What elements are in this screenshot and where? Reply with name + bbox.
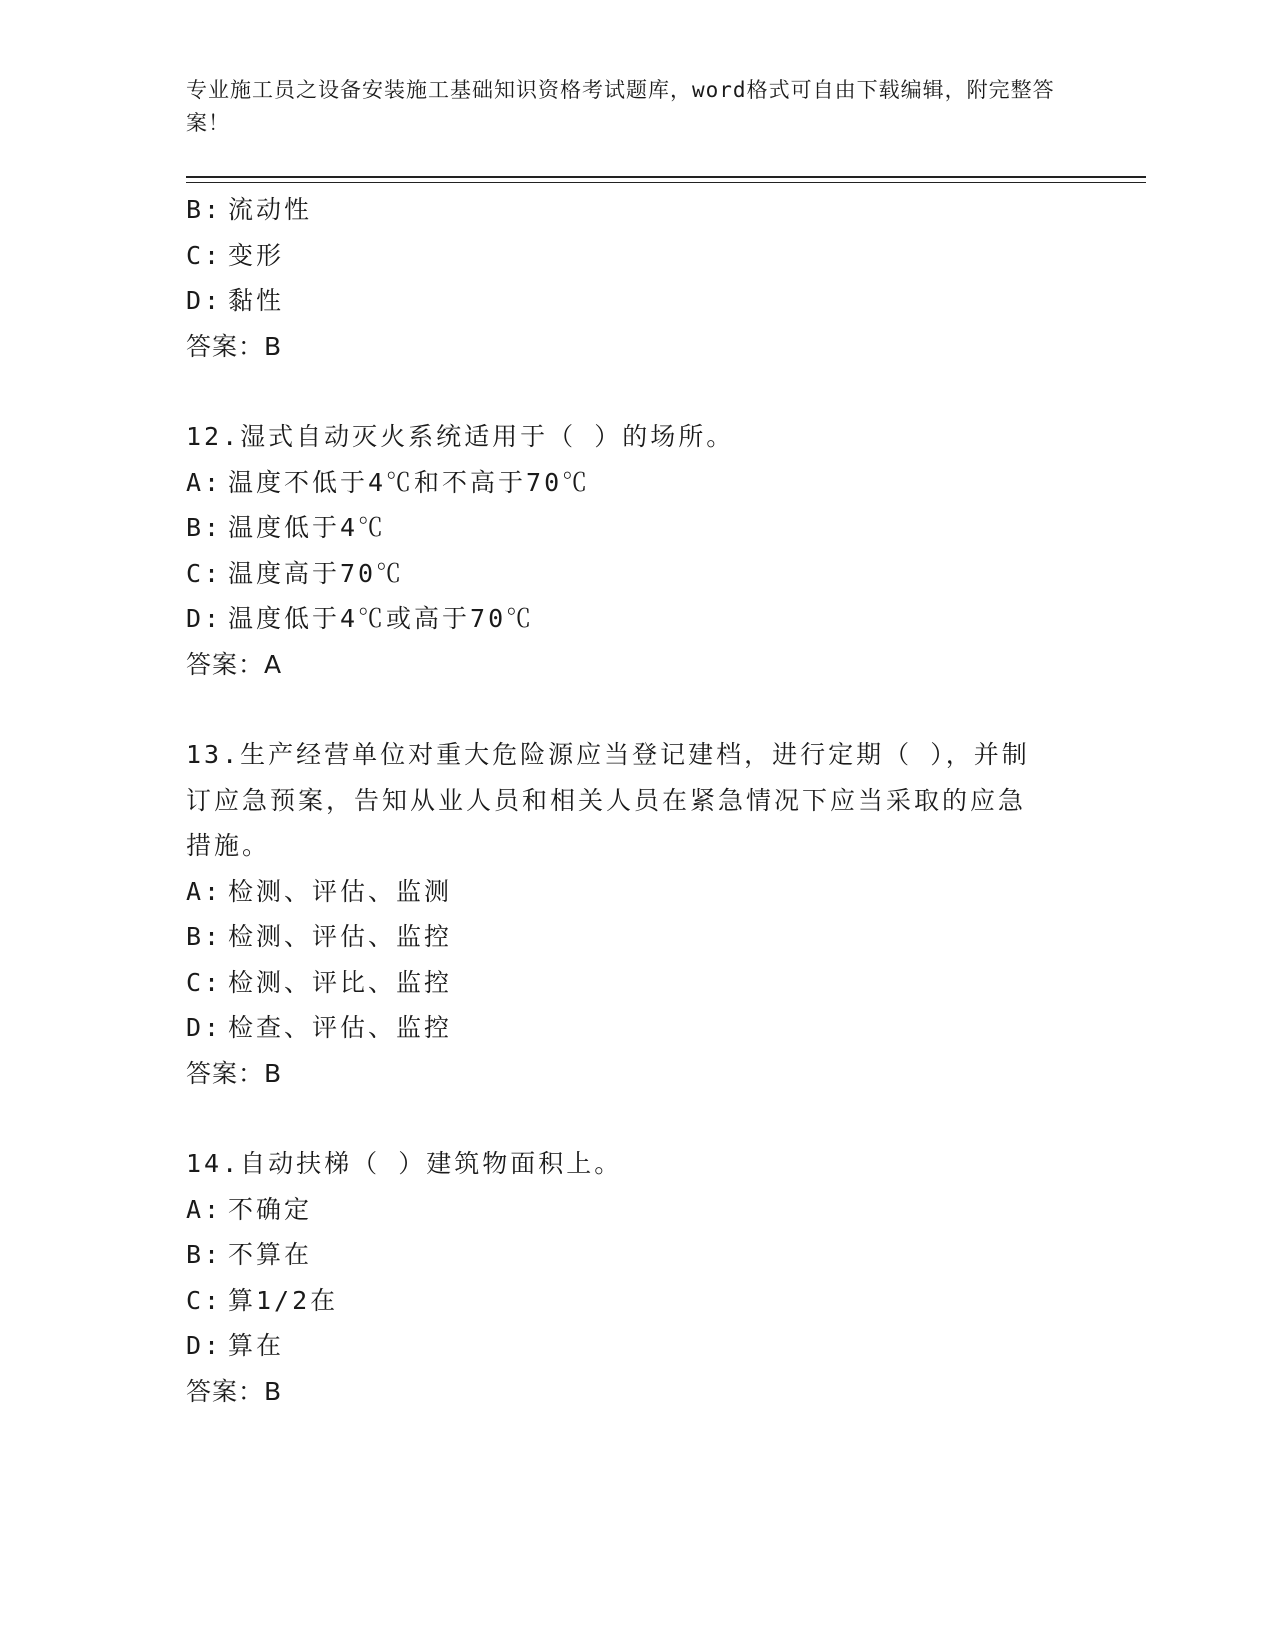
question-text: 13.生产经营单位对重大危险源应当登记建档，进行定期（ ），并制订应急预案，告知从业人员和相关人员在紧急情况下应当采取的应急措施。 <box>186 740 1030 860</box>
answer-line: 答案：B <box>186 1376 283 1406</box>
option-d: D: 检查、评估、监控 <box>186 1013 453 1042</box>
option-d: D: 温度低于4℃或高于70℃ <box>186 604 535 633</box>
option-c: C: 检测、评比、监控 <box>186 967 453 997</box>
option-a: A: 不确定 <box>186 1194 313 1224</box>
option-a: A: 温度不低于4℃和不高于70℃ <box>186 467 591 497</box>
question-block-13 <box>186 732 1066 1096</box>
header-divider-thick <box>186 176 1146 178</box>
answer-line: 答案：B <box>186 331 283 361</box>
question-list <box>186 187 1066 1414</box>
answer-line: 答案：B <box>186 1058 283 1088</box>
option-b: B: 不算在 <box>186 1240 313 1269</box>
option-c: C: 算1/2在 <box>186 1285 339 1315</box>
option-b: B: 检测、评估、监控 <box>186 922 453 951</box>
page-header-title: 专业施工员之设备安装施工基础知识资格考试题库，word格式可自由下载编辑，附完整答案！ <box>186 78 1055 135</box>
question-block-11 <box>186 187 1066 369</box>
header-divider-thin <box>186 182 1146 183</box>
question-text: 14.自动扶梯（ ）建筑物面积上。 <box>186 1149 623 1178</box>
question-text: 12.湿式自动灭火系统适用于（ ）的场所。 <box>186 422 735 451</box>
option-d: D: 算在 <box>186 1331 285 1360</box>
option-b: B: 流动性 <box>186 195 313 224</box>
option-c: C: 变形 <box>186 240 285 270</box>
question-block-14 <box>186 1141 1066 1414</box>
option-b: B: 温度低于4℃ <box>186 513 387 542</box>
answer-line: 答案：A <box>186 649 283 679</box>
option-a: A: 检测、评估、监测 <box>186 876 453 906</box>
option-c: C: 温度高于70℃ <box>186 558 405 588</box>
question-block-12 <box>186 414 1066 687</box>
option-d: D: 黏性 <box>186 286 285 315</box>
